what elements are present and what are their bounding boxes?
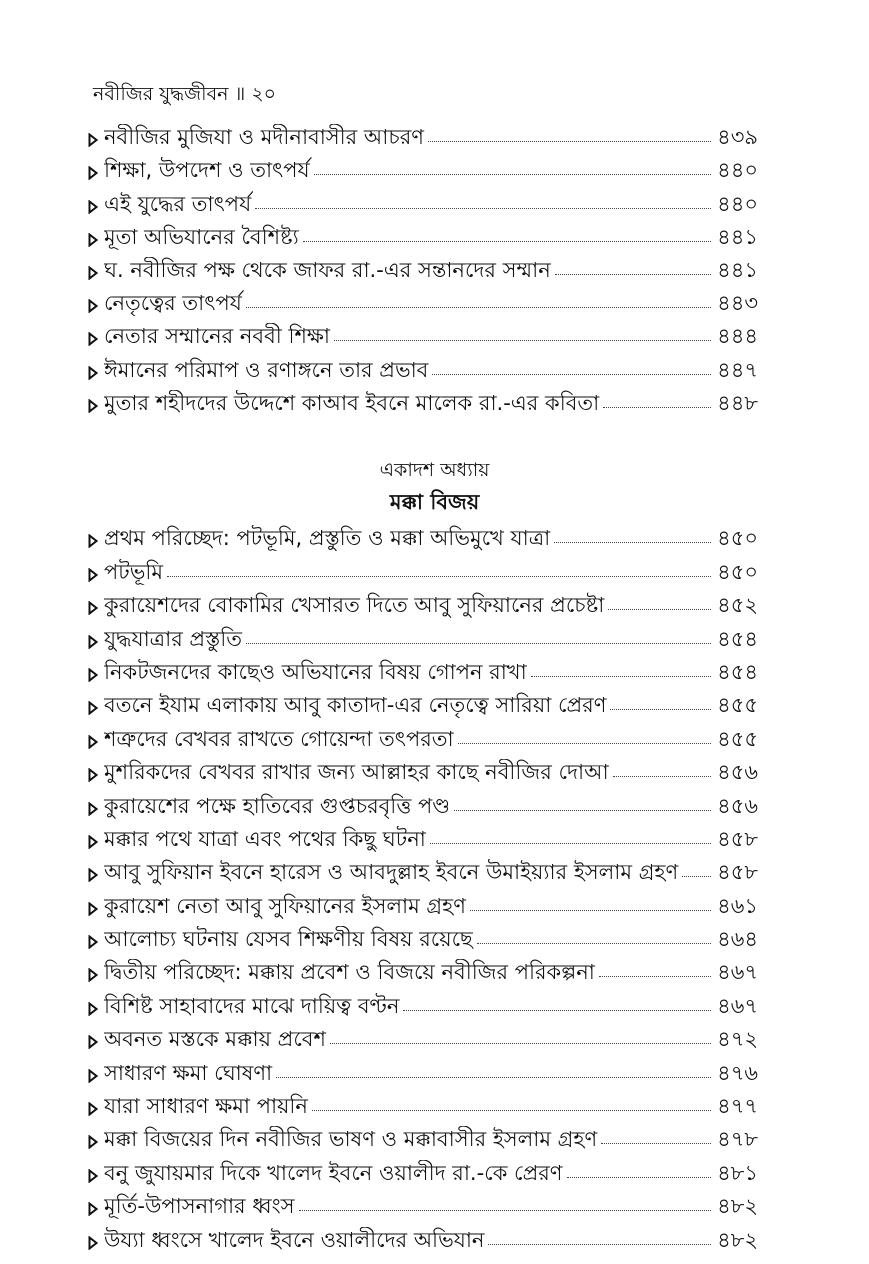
toc-entry-page-number: ৪৫৬ [717, 760, 758, 785]
toc-entry-title: নবীজির মুজিযা ও মদীনাবাসীর আচরণ [104, 125, 424, 150]
triangle-right-outline-icon [88, 732, 104, 752]
toc-entry-page-number: ৪৫৮ [717, 860, 758, 885]
toc-entry-title: অবনত মস্তকে মক্কায় প্রবেশ [104, 1027, 326, 1052]
triangle-right-outline-icon [88, 531, 104, 551]
triangle-right-outline-icon [88, 1066, 104, 1086]
toc-entry-page-number: ৪৫০ [717, 526, 758, 551]
toc-entry-page-number: ৪৫৪ [717, 659, 758, 684]
toc-entry[interactable] [88, 990, 758, 1023]
triangle-right-outline-icon [88, 698, 104, 718]
dot-leader [430, 843, 711, 844]
dot-leader [531, 676, 711, 677]
toc-entry[interactable] [88, 523, 758, 556]
toc-entry[interactable] [88, 890, 758, 923]
dot-leader [314, 174, 711, 175]
triangle-right-outline-icon [88, 329, 104, 349]
toc-entry[interactable] [88, 1191, 758, 1224]
toc-entry-title: নেতৃত্বের তাৎপর্য [104, 291, 242, 316]
toc-entry[interactable] [88, 556, 758, 589]
toc-entry[interactable] [88, 590, 758, 623]
dot-leader [555, 274, 711, 275]
toc-entry[interactable] [88, 288, 758, 321]
toc-entry[interactable] [88, 657, 758, 690]
toc-entry-title: মূর্তি-উপাসনাগার ধ্বংস [104, 1194, 295, 1219]
dot-leader [432, 374, 711, 375]
toc-entry-title: মূতা অভিযানের বৈশিষ্ট্য [104, 224, 299, 249]
toc-entry-page-number: ৪৪০ [717, 191, 758, 216]
triangle-right-outline-icon [88, 396, 104, 416]
toc-entry[interactable] [88, 757, 758, 790]
triangle-right-outline-icon [88, 1233, 104, 1253]
toc-entry[interactable] [88, 623, 758, 656]
toc-entry-title: পটভূমি [104, 559, 164, 584]
toc-entry-title: বনু জুযায়মার দিকে খালেদ ইবনে ওয়ালীদ রা.-কে প্রেরণ [104, 1160, 563, 1185]
toc-entry-title: মুশরিকদের বেখবর রাখার জন্য আল্লাহর কাছে নবীজির দোআ [104, 760, 609, 785]
toc-entry-page-number: ৪৫৬ [717, 793, 758, 818]
toc-entry-page-number: ৪৫০ [717, 559, 758, 584]
dot-leader [167, 576, 711, 577]
triangle-right-outline-icon [88, 263, 104, 283]
dot-leader [330, 1043, 711, 1044]
toc-entry-page-number: ৪৮২ [717, 1227, 758, 1252]
toc-entry[interactable] [88, 957, 758, 990]
dot-leader [682, 876, 711, 877]
toc-entry-title: বতনে ইযাম এলাকায় আবু কাতাদা-এর নেতৃত্বে সারিয়া প্রেরণ [104, 693, 607, 718]
toc-entry[interactable] [88, 188, 758, 221]
toc-entry[interactable] [88, 255, 758, 288]
triangle-right-outline-icon [88, 1099, 104, 1119]
toc-entry-page-number: ৪৪৮ [717, 390, 758, 415]
triangle-right-outline-icon [88, 932, 104, 952]
dot-leader [610, 709, 711, 710]
triangle-right-outline-icon [88, 1199, 104, 1219]
toc-entry-page-number: ৪৬৭ [717, 993, 758, 1018]
toc-list-chapter-eleven [88, 523, 758, 1258]
toc-entry-title: দ্বিতীয় পরিচ্ছেদ: মক্কায় প্রবেশ ও বিজয়ে নবীজির পরিকল্পনা [104, 960, 595, 985]
toc-entry[interactable] [88, 1091, 758, 1124]
dot-leader [488, 1244, 711, 1245]
triangle-right-outline-icon [88, 230, 104, 250]
dot-leader [299, 1210, 712, 1211]
toc-entry-page-number: ৪৬৭ [717, 960, 758, 985]
toc-entry-title: কুরায়েশ নেতা আবু সুফিয়ানের ইসলাম গ্রহণ [104, 893, 466, 918]
dot-leader [403, 1010, 711, 1011]
toc-entry-page-number: ৪৩৯ [717, 125, 758, 150]
dot-leader [477, 943, 711, 944]
dot-leader [276, 1077, 711, 1078]
dot-leader [608, 609, 711, 610]
toc-entry-page-number: ৪৭২ [717, 1027, 758, 1052]
chapter-label: একাদশ অধ্যায় [379, 459, 490, 481]
toc-entry[interactable] [88, 321, 758, 354]
triangle-right-outline-icon [88, 598, 104, 618]
toc-entry-title: মক্কা বিজয়ের দিন নবীজির ভাষণ ও মক্কাবাসীর ইসলাম গ্রহণ [104, 1127, 598, 1152]
toc-entry-title: কুরায়েশের পক্ষে হাতিবের গুপ্তচরবৃত্তি পণ্ড [104, 793, 451, 818]
dot-leader [601, 1143, 711, 1144]
toc-entry[interactable] [88, 723, 758, 756]
triangle-right-outline-icon [88, 965, 104, 985]
toc-entry-page-number: ৪৮১ [717, 1160, 758, 1185]
toc-entry-title: প্রথম পরিচ্ছেদ: পটভূমি, প্রস্তুতি ও মক্কা অভিমুখে যাত্রা [104, 526, 551, 551]
dot-leader [255, 208, 711, 209]
toc-entry[interactable] [88, 690, 758, 723]
triangle-right-outline-icon [88, 1166, 104, 1186]
toc-entry-title: যুদ্ধযাত্রার প্রস্তুতি [104, 626, 242, 651]
toc-entry-title: ঘ. নবীজির পক্ষ থেকে জাফর রা.-এর সন্তানদের সম্মান [104, 257, 551, 282]
toc-entry-page-number: ৪৫৮ [717, 826, 758, 851]
toc-list-previous-chapter [88, 122, 758, 421]
toc-entry-page-number: ৪৪৭ [717, 357, 758, 382]
dot-leader [458, 743, 712, 744]
toc-entry-page-number: ৪৬১ [717, 893, 758, 918]
dot-leader [303, 241, 711, 242]
triangle-right-outline-icon [88, 765, 104, 785]
toc-entry-page-number: ৪৭৮ [717, 1127, 758, 1152]
toc-entry[interactable] [88, 1057, 758, 1090]
dot-leader [246, 307, 711, 308]
triangle-right-outline-icon [88, 296, 104, 316]
toc-entry-title: মক্কার পথে যাত্রা এবং পথের কিছু ঘটনা [104, 826, 426, 851]
toc-entry-page-number: ৪৮২ [717, 1194, 758, 1219]
toc-entry-title: বিশিষ্ট সাহাবাদের মাঝে দায়িত্ব বণ্টন [104, 993, 400, 1018]
toc-entry-title: সাধারণ ক্ষমা ঘোষণা [104, 1060, 273, 1085]
toc-entry-title: মুতার শহীদদের উদ্দেশে কাআব ইবনে মালেক রা.-এর কবিতা [104, 390, 600, 415]
dot-leader [312, 1110, 711, 1111]
dot-leader [554, 542, 711, 543]
toc-entry-page-number: ৪৪৩ [717, 291, 758, 316]
toc-entry-page-number: ৪৪০ [717, 158, 758, 183]
toc-entry-title: শিক্ষা, উপদেশ ও তাৎপর্য [104, 158, 310, 183]
toc-entry-page-number: ৪৫৫ [717, 693, 758, 718]
toc-entry[interactable] [88, 1124, 758, 1157]
dot-leader [603, 407, 711, 408]
toc-entry-page-number: ৪৫৪ [717, 626, 758, 651]
toc-entry[interactable] [88, 924, 758, 957]
toc-entry-title: উয্যা ধ্বংসে খালেদ ইবনে ওয়ালীদের অভিযান [104, 1227, 485, 1252]
toc-entry-title: নিকটজনদের কাছেও অভিযানের বিষয় গোপন রাখা [104, 659, 527, 684]
triangle-right-outline-icon [88, 565, 104, 585]
toc-entry[interactable] [88, 1024, 758, 1057]
dot-leader [599, 976, 711, 977]
toc-entry[interactable] [88, 1224, 758, 1257]
dot-leader [428, 141, 711, 142]
toc-entry-page-number: ৪৭৭ [717, 1094, 758, 1119]
triangle-right-outline-icon [88, 899, 104, 919]
toc-entry[interactable] [88, 857, 758, 890]
triangle-right-outline-icon [88, 665, 104, 685]
toc-entry[interactable] [88, 155, 758, 188]
toc-entry[interactable] [88, 790, 758, 823]
triangle-right-outline-icon [88, 363, 104, 383]
triangle-right-outline-icon [88, 799, 104, 819]
triangle-right-outline-icon [88, 865, 104, 885]
dot-leader [246, 643, 711, 644]
triangle-right-outline-icon [88, 632, 104, 652]
toc-entry-page-number: ৪৪১ [717, 257, 758, 282]
toc-entry-page-number: ৪৫২ [717, 593, 758, 618]
toc-entry[interactable] [88, 222, 758, 255]
toc-entry-title: ঈমানের পরিমাপ ও রণাঙ্গনে তার প্রভাব [104, 357, 429, 382]
toc-entry[interactable] [88, 1157, 758, 1190]
toc-entry-page-number: ৪৭৬ [717, 1060, 758, 1085]
dot-leader [334, 340, 711, 341]
triangle-right-outline-icon [88, 1132, 104, 1152]
toc-entry-page-number: ৪৪১ [717, 224, 758, 249]
toc-entry-title: কুরায়েশদের বোকামির খেসারত দিতে আবু সুফিয়ানের প্রচেষ্টা [104, 593, 605, 618]
dot-leader [567, 1177, 712, 1178]
toc-entry-title: নেতার সম্মানের নববী শিক্ষা [104, 324, 331, 349]
toc-entry[interactable] [88, 354, 758, 387]
toc-entry[interactable] [88, 824, 758, 857]
toc-entry-title: এই যুদ্ধের তাৎপর্য [104, 191, 252, 216]
dot-leader [613, 776, 712, 777]
triangle-right-outline-icon [88, 130, 104, 150]
dot-leader [454, 810, 711, 811]
toc-entry-title: শত্রুদের বেখবর রাখতে গোয়েন্দা তৎপরতা [104, 726, 454, 751]
running-header: নবীজির যুদ্ধজীবন ॥ ২০ [93, 83, 277, 105]
toc-entry[interactable] [88, 122, 758, 155]
toc-entry-title: আলোচ্য ঘটনায় যেসব শিক্ষণীয় বিষয় রয়েছে [104, 927, 473, 952]
dot-leader [470, 910, 711, 911]
toc-entry-page-number: ৪৪৪ [717, 324, 758, 349]
toc-entry-page-number: ৪৬৪ [717, 927, 758, 952]
toc-entry-page-number: ৪৫৫ [717, 726, 758, 751]
triangle-right-outline-icon [88, 999, 104, 1019]
toc-entry[interactable] [88, 388, 758, 421]
triangle-right-outline-icon [88, 163, 104, 183]
chapter-title: মক্কা বিজয় [389, 490, 480, 514]
toc-entry-title: যারা সাধারণ ক্ষমা পায়নি [104, 1094, 308, 1119]
triangle-right-outline-icon [88, 1032, 104, 1052]
triangle-right-outline-icon [88, 197, 104, 217]
triangle-right-outline-icon [88, 832, 104, 852]
toc-entry-title: আবু সুফিয়ান ইবনে হারেস ও আবদুল্লাহ ইবনে উমাইয়্যার ইসলাম গ্রহণ [104, 860, 679, 885]
